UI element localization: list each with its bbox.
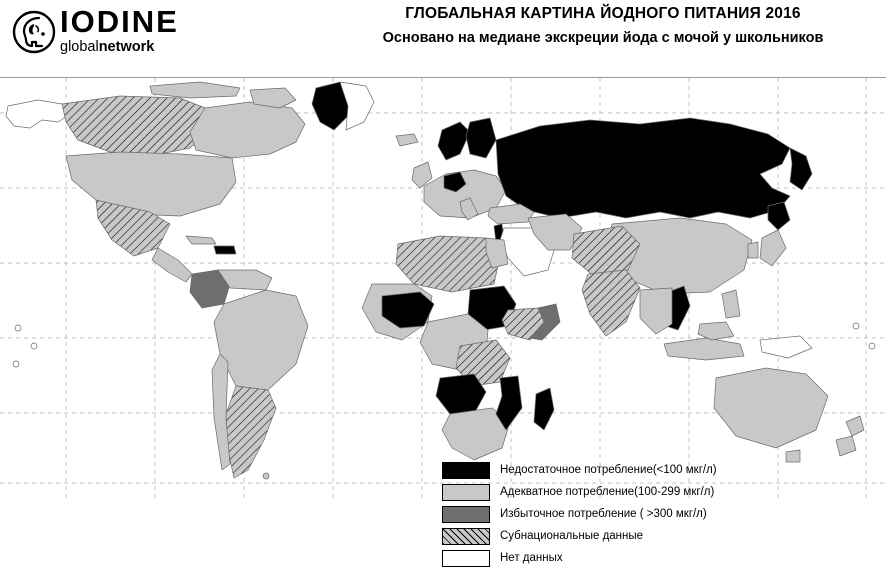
region-tasmania <box>786 450 800 462</box>
region-algeria-libya <box>396 236 500 292</box>
legend-item-insufficient <box>442 459 772 481</box>
region-philippines <box>722 290 740 318</box>
region-japan <box>760 230 786 266</box>
page-header <box>0 0 886 78</box>
legend-swatch-excessive <box>442 506 490 523</box>
region-pacific-island-1 <box>15 325 21 331</box>
region-australia <box>714 368 828 448</box>
region-cuba <box>186 236 216 244</box>
region-atlantic-island-2 <box>869 343 875 349</box>
region-canada-east <box>190 102 305 158</box>
logo-primary-text: IODINE <box>60 4 179 39</box>
legend-swatch-insufficient <box>442 462 490 479</box>
region-india <box>582 270 640 336</box>
map-legend <box>442 459 772 569</box>
logo-secondary-bold: network <box>98 39 155 55</box>
legend-label-insufficient: Недостаточное потребление(<100 мкг/л) <box>500 464 717 476</box>
region-russia <box>496 118 790 218</box>
page-subtitle: Основано на медиане экскреции йода с мочой у школьников <box>382 30 824 46</box>
region-finland <box>466 118 496 158</box>
region-madagascar <box>534 388 554 430</box>
region-new-zealand <box>846 416 864 436</box>
region-southeast-asia <box>640 288 672 334</box>
world-map <box>0 78 886 564</box>
region-argentina <box>226 386 276 478</box>
region-papua-new-guinea <box>760 336 812 358</box>
region-norway <box>438 122 470 160</box>
region-iceland <box>396 134 418 146</box>
world-map-svg <box>0 78 886 500</box>
region-pacific-island-3 <box>13 361 19 367</box>
region-falklands <box>263 473 269 479</box>
legend-swatch-nodata <box>442 550 490 567</box>
logo-wordmark <box>60 6 230 55</box>
head-profile-icon <box>12 10 56 54</box>
legend-swatch-subnational <box>442 528 490 545</box>
legend-item-subnational <box>442 525 772 547</box>
region-russia-far-east <box>768 202 790 230</box>
legend-swatch-adequate <box>442 484 490 501</box>
logo-secondary-light: global <box>60 39 99 55</box>
region-indonesia <box>664 338 744 360</box>
region-central-america <box>152 248 192 282</box>
region-atlantic-island-1 <box>853 323 859 329</box>
region-pacific-island-2 <box>31 343 37 349</box>
region-alaska <box>6 100 70 128</box>
region-borneo <box>698 322 734 340</box>
legend-label-excessive: Избыточное потребление ( >300 мкг/л) <box>500 508 707 520</box>
legend-item-adequate <box>442 481 772 503</box>
region-usa <box>66 152 236 216</box>
legend-label-adequate: Адекватное потребление(100-299 мкг/л) <box>500 486 715 498</box>
region-korea <box>748 242 758 258</box>
region-kamchatka <box>790 148 812 190</box>
legend-item-nodata <box>442 547 772 569</box>
legend-item-excessive <box>442 503 772 525</box>
logo-secondary-text <box>60 39 230 55</box>
region-brazil <box>214 290 308 390</box>
header-divider <box>0 77 886 78</box>
region-arctic-islands <box>150 82 240 98</box>
page-title: ГЛОБАЛЬНАЯ КАРТИНА ЙОДНОГО ПИТАНИЯ 2016 <box>405 5 801 22</box>
region-canada-west <box>62 96 210 156</box>
region-haiti <box>214 246 236 254</box>
legend-label-nodata: Нет данных <box>500 552 563 564</box>
region-new-zealand-south <box>836 436 856 456</box>
legend-label-subnational: Субнациональные данные <box>500 530 644 542</box>
iodine-global-network-logo <box>12 4 222 60</box>
title-block <box>330 3 876 49</box>
